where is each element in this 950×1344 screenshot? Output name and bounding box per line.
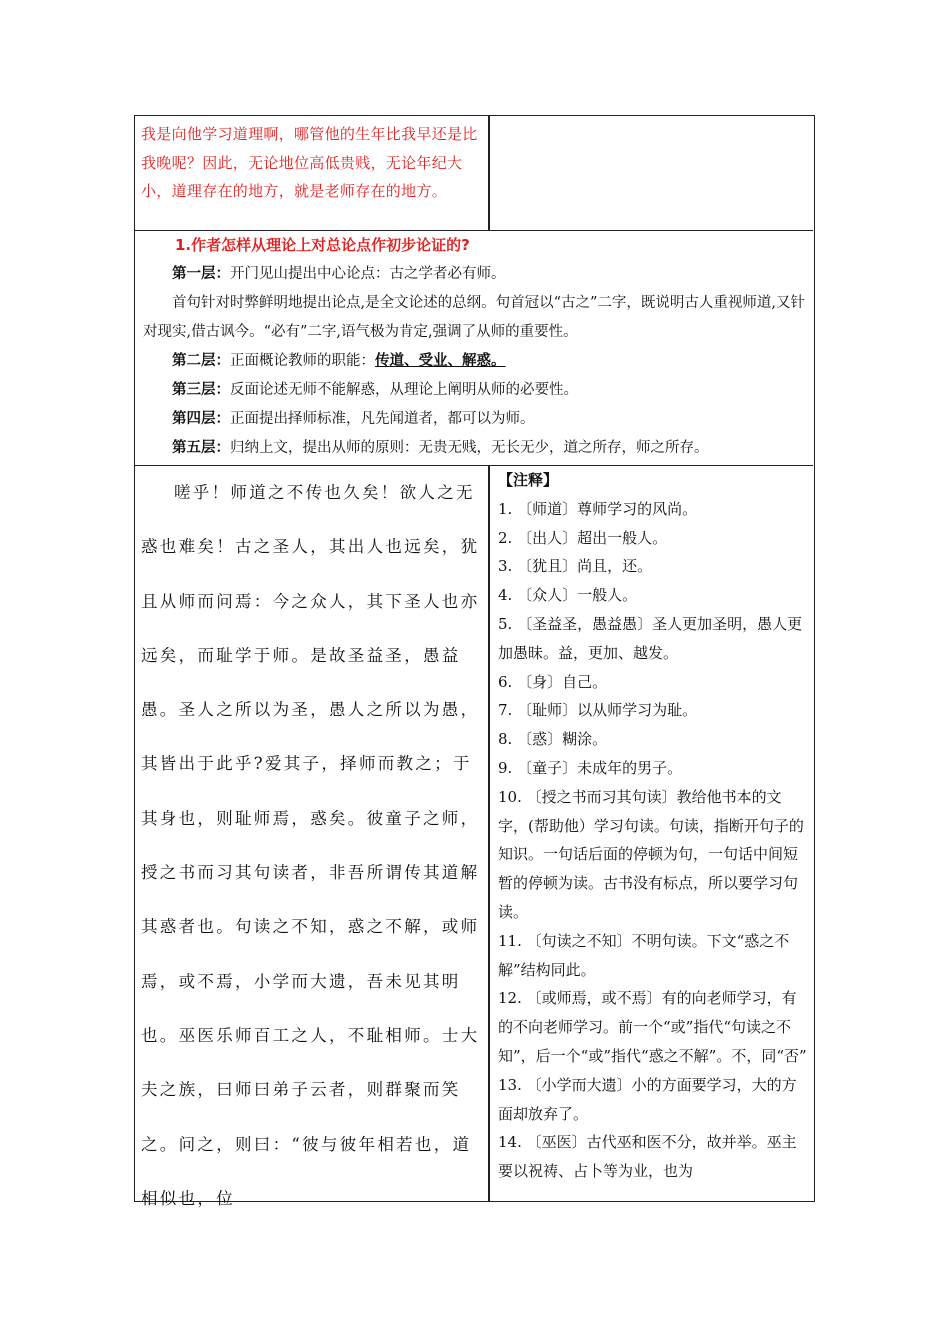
note-item: 2. 〔出人〕超出一般人。 — [498, 528, 668, 547]
note-item: 8. 〔惑〕糊涂。 — [498, 730, 608, 749]
layer-5: 第五层：归纳上文，提出从师的原则：无贵无贱，无长无少，道之所存，师之所存。 — [172, 440, 709, 456]
layer-3: 第三层：反面论述无师不能解惑，从理论上阐明从师的必要性。 — [172, 382, 578, 398]
note-item: 1. 〔师道〕尊师学习的风尚。 — [498, 499, 698, 518]
note-item: 7. 〔耻师〕以从师学习为耻。 — [498, 701, 698, 720]
classic-text-block — [141, 466, 481, 1226]
note-item: 10. 〔授之书而习其句读〕教给他书本的文字，(帮助他）学习句读。句读，指断开句子的知识。一句话后面的停顿为句，一句话中间短暂的停顿为读。古书没有标点，所以要学习句读。 — [498, 787, 804, 921]
analysis-block — [143, 231, 807, 463]
layer-4: 第四层：正面提出择师标准，凡先闻道者，都可以为师。 — [172, 411, 535, 427]
layer-1-detail: 首句针对时弊鲜明地提出论点,是全文论述的总纲。句首冠以“古之”二字，既说明古人重视师道,又针对现实,借古讽今。“必有”二字,语气极为肯定,强调了从师的重要性。 — [143, 295, 806, 340]
translation-row — [135, 116, 813, 231]
notes-header: 【注释】 — [498, 471, 559, 489]
note-item: 9. 〔童子〕未成年的男子。 — [498, 758, 683, 777]
text-and-notes-row — [135, 466, 813, 1208]
note-item: 5. 〔圣益圣，愚益愚〕圣人更加圣明，愚人更加愚昧。益，更加、越发。 — [498, 614, 803, 662]
translation-text: 我是向他学习道理啊，哪管他的生年比我早还是比我晚呢？因此，无论地位高低贵贱，无论年纪大小，道理存在的地方，就是老师存在的地方。 — [141, 125, 478, 200]
layer-1: 第一层：开门见山提出中心论点：古之学者必有师。 — [172, 266, 506, 282]
content-table — [134, 115, 815, 1208]
teacher-duties: 传道、受业、解惑。 — [375, 353, 506, 369]
note-item: 13. 〔小学而大遗〕小的方面要学习，大的方面却放弃了。 — [498, 1075, 797, 1123]
analysis-question: 1.作者怎样从理论上对总论点作初步论证的? — [175, 236, 470, 254]
column-divider — [488, 116, 490, 230]
note-item: 3. 〔犹且〕尚且，还。 — [498, 557, 653, 576]
note-item: 4. 〔众人〕一般人。 — [498, 586, 638, 605]
layer-2: 第二层：正面概论教师的职能：传道、受业、解惑。 — [172, 353, 506, 369]
note-item: 11. 〔句读之不知〕不明句读。下文“惑之不解”结构同此。 — [498, 931, 790, 979]
analysis-row — [135, 231, 813, 466]
note-item: 6. 〔身〕自己。 — [498, 672, 608, 691]
column-divider — [488, 466, 490, 1201]
note-item: 12. 〔或师焉，或不焉〕有的向老师学习，有的不向老师学习。前一个“或”指代“句读之不知”，后一个“或”指代“惑之不解”。不，同“否” — [498, 989, 807, 1065]
classic-text: 嗟乎！师道之不传也久矣！欲人之无惑也难矣！古之圣人，其出人也远矣，犹且从师而问焉：今之众人，其下圣人也亦远矣，而耻学于师。是故圣益圣，愚益愚。圣人之所以为圣，愚人之所以为愚，其皆出于此乎?爱其子，择师而教之；于其身也，则耻师焉，惑矣。彼童子之师，授之书而习其句读者，非吾所谓传其道解其惑者也。句读之不知，惑之不解，或师焉，或不焉，小学而大遗，吾未见其明也。巫医乐师百工之人，不耻相师。士大夫之族，曰师曰弟子云者，则群聚而笑之。问之，则曰：“彼与彼年相若也，道相似也，位 — [141, 483, 480, 1208]
note-item: 14. 〔巫医〕古代巫和医不分，故并举。巫主要以祝祷、占卜等为业，也为 — [498, 1133, 797, 1181]
notes-block — [498, 466, 808, 1186]
